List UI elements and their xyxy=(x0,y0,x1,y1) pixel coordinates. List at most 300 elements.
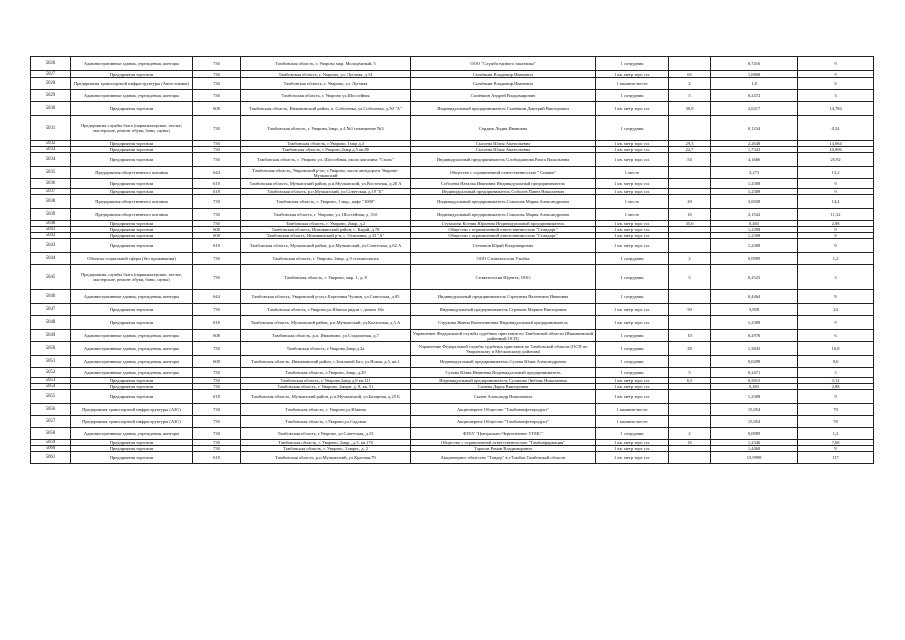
cell-unit: 1 место xyxy=(596,195,669,209)
cell-organization: Сычёвкин Владимир Иванович xyxy=(411,78,596,90)
cell-total: 78 xyxy=(798,416,874,428)
cell-address: Тамбовская область, г.Уварово,ул.Садовая xyxy=(241,416,411,428)
cell-unit: 1 кв. метр торг. пл. xyxy=(596,227,669,233)
cell-norm: 15,054 xyxy=(711,416,798,428)
cell-organization: Индивидуальный предприниматель Стрекнева Валентина Ивановна xyxy=(411,290,596,304)
cell-organization: Сычёвкин Владимир Иванович xyxy=(411,71,596,78)
cell-volume xyxy=(669,316,711,330)
cell-norm: 15,9998 xyxy=(711,452,798,464)
cell-row-number: 5044 xyxy=(31,253,71,265)
cell-organization: Сычев Александр Николаевич xyxy=(411,390,596,404)
cell-total: 14,4 xyxy=(798,195,874,209)
cell-volume: 16 xyxy=(669,440,711,446)
cell-organization: Акционерное Общество "Тамбовнефтепродукт" xyxy=(411,404,596,416)
cell-volume xyxy=(669,179,711,189)
cell-object-type: Предприятия торговли xyxy=(71,239,193,253)
cell-unit: 1 машино-место xyxy=(596,404,669,416)
cell-norm: 1,2308 xyxy=(711,390,798,404)
cell-volume xyxy=(669,416,711,428)
cell-row-number: 5055 xyxy=(31,390,71,404)
cell-address: Тамбовская область, г. Уварово,2мкр д.8 кв.111 xyxy=(241,378,411,384)
cell-object-type: Предприятия службы быта (парикмахерские, ателье, мастерские, ремонт обуви, бани, сауны) xyxy=(71,265,193,290)
cell-norm: 0,0989 xyxy=(711,428,798,440)
cell-object-type: Административные здания, учреждения, конторы xyxy=(71,57,193,71)
cell-code: 730 xyxy=(193,446,241,452)
table-row xyxy=(31,167,874,179)
cell-volume: 6,5 xyxy=(669,378,711,384)
cell-organization: Сычева Дарья Викторовна xyxy=(411,384,596,390)
cell-code: 730 xyxy=(193,304,241,316)
cell-code: 730 xyxy=(193,428,241,440)
cell-unit: 1 кв. метр торг. пл. xyxy=(596,233,669,239)
data-table xyxy=(30,56,874,464)
cell-norm: 0,465 xyxy=(711,221,798,227)
cell-total: 78 xyxy=(798,404,874,416)
cell-norm: 0,7416 xyxy=(711,57,798,71)
cell-organization: Соболева Наталья Ивановна Индивидуальный предприниматель xyxy=(411,179,596,189)
cell-organization: Индивидуальный предприниматель Слободкинова Раиса Васильевна xyxy=(411,153,596,167)
cell-total: 0,24 xyxy=(798,116,874,141)
cell-organization: Сердюк Лидия Ивановна xyxy=(411,116,596,141)
cell-object-type: Предприятия транспортной инфраструктуры (АЗС) xyxy=(71,404,193,416)
cell-code: 608 xyxy=(193,356,241,368)
cell-norm: 0,5015 xyxy=(711,378,798,384)
cell-total: 9 xyxy=(798,179,874,189)
cell-norm: 1,0868 xyxy=(711,71,798,78)
cell-organization: ООО Стоматология Улыбка xyxy=(411,253,596,265)
cell-code: 618 xyxy=(193,189,241,195)
cell-unit: 1 сотрудник xyxy=(596,116,669,141)
cell-address: Тамбовская область, г.Уварово,2мкр д.2а xyxy=(241,342,411,356)
cell-volume: 5 xyxy=(669,368,711,378)
cell-code: 644 xyxy=(193,167,241,179)
cell-code: 730 xyxy=(193,440,241,446)
cell-object-type: Предприятия торговли xyxy=(71,452,193,464)
cell-object-type: Предприятия торговли xyxy=(71,102,193,116)
cell-object-type: Предприятия торговли xyxy=(71,141,193,147)
cell-row-number: 5043 xyxy=(31,239,71,253)
cell-object-type: Административные здания, учреждения, конторы xyxy=(71,90,193,102)
cell-object-type: Административные здания, учреждения, конторы xyxy=(71,368,193,378)
cell-unit: 1 кв. метр торг. пл. xyxy=(596,378,669,384)
cell-total: 9 xyxy=(798,233,874,239)
cell-address: Тамбовская область, г. Уварово,1мкр. д.4 №1 помещение №3 xyxy=(241,116,411,141)
cell-norm: 1,2308 xyxy=(711,239,798,253)
cell-organization: Общество с ограниченной ответственностью "Тамбовфармация" xyxy=(411,440,596,446)
cell-organization: Тарасов Роман Владимирович xyxy=(411,446,596,452)
cell-code: 730 xyxy=(193,368,241,378)
cell-row-number: 5050 xyxy=(31,342,71,356)
cell-norm: 0,0298 xyxy=(711,356,798,368)
table-body xyxy=(31,57,874,464)
cell-norm: 4,1666 xyxy=(711,153,798,167)
cell-unit: 1 кв. метр торг. пл. xyxy=(596,141,669,147)
cell-object-type: Предприятия торговли xyxy=(71,233,193,239)
cell-address: Тамбовская область, Мучкапский район, р.п.Мучкапский, ул.Советская, д.62 А xyxy=(241,239,411,253)
cell-object-type: Предприятия общественного питания xyxy=(71,195,193,209)
cell-row-number: 5047 xyxy=(31,304,71,316)
cell-address: Тамбовская область, г.Уварово, 2мкр. д.29 xyxy=(241,368,411,378)
cell-row-number: 5060 xyxy=(31,446,71,452)
cell-organization: ООО "Служба единого заказчика" xyxy=(411,57,596,71)
cell-norm: 2,273 xyxy=(711,167,798,179)
cell-address: Тамбовская область, Инжавинский район, с. Карай, д.78 xyxy=(241,227,411,233)
cell-address: Тамбовская область, г. Уварово, ул. Шоссейная, д. 51б xyxy=(241,209,411,221)
cell-code: 608 xyxy=(193,330,241,342)
cell-organization: Сысоева Юлия Анатольевна xyxy=(411,147,596,153)
table-row xyxy=(31,78,874,90)
cell-total: 9 xyxy=(798,390,874,404)
cell-unit: 1 кв. метр торг. пл. xyxy=(596,452,669,464)
cell-row-number: 5059 xyxy=(31,440,71,446)
cell-code: 730 xyxy=(193,416,241,428)
cell-address: Тамбовская область, г. Уварово, 2мкрн. д. 8, кв. 51 xyxy=(241,384,411,390)
cell-norm: 0,1234 xyxy=(711,116,798,141)
cell-row-number: 5045 xyxy=(31,265,71,290)
cell-norm: 0,2471 xyxy=(711,368,798,378)
cell-object-type: Предприятия торговли xyxy=(71,179,193,189)
cell-norm: 3,858 xyxy=(711,304,798,316)
cell-row-number: 5052 xyxy=(31,368,71,378)
cell-row-number: 5034 xyxy=(31,153,71,167)
cell-volume: 2 xyxy=(669,428,711,440)
cell-organization: Сухова Юлия Ивановна Индивидуальный предприниматель xyxy=(411,368,596,378)
cell-address: Тамбовская область, г. Уварово, 3 мкрн., д. 2 xyxy=(241,446,411,452)
cell-volume: 10 xyxy=(669,330,711,342)
cell-norm: 0,2976 xyxy=(711,330,798,342)
table-row xyxy=(31,290,874,304)
cell-norm: 0,465 xyxy=(711,384,798,390)
cell-object-type: Административные здания, учреждения, конторы xyxy=(71,330,193,342)
cell-volume: 65 xyxy=(669,71,711,78)
cell-code: 730 xyxy=(193,71,241,78)
cell-total: 3 xyxy=(798,90,874,102)
cell-address: Тамбовская область, Мучкапский район, р.п.Мучкапский, ул.Базарная, д.25 Б xyxy=(241,390,411,404)
cell-object-type: Административные здания, учреждения, конторы xyxy=(71,428,193,440)
cell-organization: Индивидуальный предприниматель Сычёвкин Дмитрий Викторович xyxy=(411,102,596,116)
cell-norm: 1,2308 xyxy=(711,189,798,195)
cell-total: 11,52 xyxy=(798,209,874,221)
cell-object-type: Предприятия торговли xyxy=(71,153,193,167)
table-row xyxy=(31,342,874,356)
cell-unit: 1 кв. метр торг. пл. xyxy=(596,446,669,452)
cell-row-number: 5033 xyxy=(31,147,71,153)
cell-code: 730 xyxy=(193,90,241,102)
cell-address: Тамбовская область, Инжавинский район, с.Земляной Бал, ул.Новая, д.5, кв.1 xyxy=(241,356,411,368)
cell-code: 730 xyxy=(193,57,241,71)
cell-row-number: 5027 xyxy=(31,71,71,78)
cell-object-type: Предприятия торговли xyxy=(71,378,193,384)
cell-norm: 0,4464 xyxy=(711,290,798,304)
cell-total: 7,68 xyxy=(798,440,874,446)
cell-total: 6 xyxy=(798,330,874,342)
cell-organization: Индивидуальный предприниматель Суханова Любовь Николаевна xyxy=(411,378,596,384)
table-row xyxy=(31,330,874,342)
cell-norm: 2,2648 xyxy=(711,141,798,147)
cell-row-number: 5039 xyxy=(31,209,71,221)
cell-total: 3 xyxy=(798,265,874,290)
cell-unit: 1 кв. метр торг. пл. xyxy=(596,102,669,116)
cell-volume: 2 xyxy=(669,78,711,90)
cell-code: 618 xyxy=(193,390,241,404)
cell-total: 9 xyxy=(798,290,874,304)
cell-norm: 2,0217 xyxy=(711,102,798,116)
cell-row-number: 5051 xyxy=(31,356,71,368)
cell-norm: 1,7343 xyxy=(711,147,798,153)
cell-object-type: Предприятия торговли xyxy=(71,446,193,452)
cell-volume xyxy=(669,404,711,416)
cell-object-type: Административные здания, учреждения, конторы xyxy=(71,290,193,304)
cell-norm: 3,6928 xyxy=(711,195,798,209)
cell-object-type: Предприятия торговли xyxy=(71,221,193,227)
cell-object-type: Объекты социальной сферы (без проживания) xyxy=(71,253,193,265)
cell-volume xyxy=(669,390,711,404)
table-row xyxy=(31,404,874,416)
cell-organization: Акционерное общество "Тандер" в г.Тамбов Тамбовской области xyxy=(411,452,596,464)
table-row xyxy=(31,416,874,428)
cell-unit: 1 кв. метр торг. пл. xyxy=(596,189,669,195)
cell-address: Тамбовская область, г. Уварово, 2мкр., д.5, кв.176 xyxy=(241,440,411,446)
cell-code: 730 xyxy=(193,209,241,221)
cell-norm: 1,2308 xyxy=(711,233,798,239)
cell-volume: 16 xyxy=(669,209,711,221)
cell-row-number: 5057 xyxy=(31,416,71,428)
cell-address: Тамбовская область, г. Уварово,ул.Южная xyxy=(241,404,411,416)
cell-row-number: 5029 xyxy=(31,90,71,102)
cell-row-number: 5032 xyxy=(31,141,71,147)
cell-organization: Управление Федеральной службы судебных приставов по Тамбовской области (Инжавинский районный ОСП) xyxy=(411,330,596,342)
cell-address: Тамбовская область, г. Уварово, 1 мкр., кафе "1000" xyxy=(241,195,411,209)
cell-total: 14,784 xyxy=(798,102,874,116)
cell-address: Тамбовская область, г.Уварово, 1мкр д.4 xyxy=(241,141,411,147)
cell-norm: 1,2346 xyxy=(711,440,798,446)
cell-total: 2,88 xyxy=(798,384,874,390)
cell-unit: 1 сотрудник xyxy=(596,428,669,440)
cell-row-number: 5053 xyxy=(31,378,71,384)
table-row xyxy=(31,195,874,209)
cell-norm: 0,2472 xyxy=(711,90,798,102)
cell-total: 2,88 xyxy=(798,221,874,227)
cell-address: Тамбовская область, Мучкапский район, р.п.Мучкапский, ул.Восточная, д.20 А xyxy=(241,179,411,189)
cell-unit: 1 кв. метр торг. пл. xyxy=(596,147,669,153)
cell-row-number: 5028 xyxy=(31,78,71,90)
cell-norm: 1,4468 xyxy=(711,446,798,452)
cell-total: 9 xyxy=(798,446,874,452)
cell-object-type: Предприятия торговли xyxy=(71,390,193,404)
cell-object-type: Предприятия службы быта (парикмахерские, ателье, мастерские, ремонт обуви, бани, сауны) xyxy=(71,116,193,141)
cell-code: 730 xyxy=(193,195,241,209)
cell-code: 730 xyxy=(193,265,241,290)
cell-object-type: Предприятия торговли xyxy=(71,384,193,390)
cell-row-number: 5031 xyxy=(31,116,71,141)
table-row xyxy=(31,304,874,316)
cell-volume xyxy=(669,452,711,464)
table-row xyxy=(31,153,874,167)
cell-object-type: Предприятия транспортной инфраструктуры (АЗС) xyxy=(71,416,193,428)
cell-code: 608 xyxy=(193,233,241,239)
cell-volume: 50 xyxy=(669,304,711,316)
cell-total: 0,6 xyxy=(798,356,874,368)
cell-object-type: Предприятия общественного питания xyxy=(71,167,193,179)
cell-object-type: Предприятия торговли xyxy=(71,71,193,78)
cell-address: Тамбовская область, Инжавинский район, п. Соболевка, ул.Соболевка, д.50 "А" xyxy=(241,102,411,116)
table-row xyxy=(31,452,874,464)
cell-row-number: 5035 xyxy=(31,167,71,179)
cell-object-type: Предприятия общественного питания xyxy=(71,209,193,221)
cell-address: Тамбовская область, г. Уварово, 2мкр. д.9 стоматология xyxy=(241,253,411,265)
cell-code: 730 xyxy=(193,384,241,390)
table-row xyxy=(31,116,874,141)
cell-row-number: 5041 xyxy=(31,227,71,233)
cell-code: 730 xyxy=(193,147,241,153)
cell-object-type: Предприятия транспортной инфраструктуры (Автостоянки) xyxy=(71,78,193,90)
table-row xyxy=(31,209,874,221)
cell-address: Тамбовская область, Уваровский р-он,с.Березовка Чучков, ул.Советская, д.85 xyxy=(241,290,411,304)
cell-total: 24 xyxy=(798,304,874,316)
cell-organization: Индивидуальный предприниматель Соколова Мария Александровна xyxy=(411,209,596,221)
cell-norm: 2,1542 xyxy=(711,209,798,221)
cell-volume xyxy=(669,290,711,304)
cell-unit: 1 кв. метр торг. пл. xyxy=(596,390,669,404)
cell-unit: 1 кв. метр торг. пл. xyxy=(596,71,669,78)
cell-norm: 1,2308 xyxy=(711,227,798,233)
cell-unit: 1 сотрудник xyxy=(596,330,669,342)
cell-code: 730 xyxy=(193,253,241,265)
cell-organization: Общество с ограниченной ответственностью "Стандарт" xyxy=(411,227,596,233)
cell-code: 618 xyxy=(193,239,241,253)
cell-unit: 1 сотрудник xyxy=(596,356,669,368)
cell-address: Тамбовская область, г. Уварово мкр. Молодёжный, 5 xyxy=(241,57,411,71)
cell-total: 10,896 xyxy=(798,147,874,153)
cell-unit: 1 кв. метр торг. пл. xyxy=(596,440,669,446)
cell-address: Тамбовская область, г. Уварово, ул. Луговая, д.14 xyxy=(241,71,411,78)
table-row xyxy=(31,253,874,265)
cell-volume: 22,7 xyxy=(669,147,711,153)
cell-total: 9 xyxy=(798,78,874,90)
cell-address: Тамбовская область, г. Уварово, 2мкр. д.2 xyxy=(241,221,411,227)
cell-code: 730 xyxy=(193,221,241,227)
cell-address: Тамбовская область, Инжавинский р-н, с. Осиновка, д.33 "А" xyxy=(241,233,411,239)
data-table-sheet xyxy=(30,56,873,464)
cell-norm: 0,0989 xyxy=(711,253,798,265)
cell-total: 13,2 xyxy=(798,167,874,179)
cell-object-type: Предприятия торговли xyxy=(71,189,193,195)
cell-address: Тамбовская область, г. Уварово ул.Шоссейная xyxy=(241,90,411,102)
cell-volume xyxy=(669,57,711,71)
cell-volume: 35,6 xyxy=(669,221,711,227)
cell-unit: 1 кв. метр торг. пл. xyxy=(596,221,669,227)
cell-code: 644 xyxy=(193,290,241,304)
table-row xyxy=(31,265,874,290)
cell-total: 9 xyxy=(798,189,874,195)
cell-unit: 1 кв. метр торг. пл. xyxy=(596,316,669,330)
cell-object-type: Предприятия торговли xyxy=(71,316,193,330)
cell-organization: Общество с ограниченной ответственностью " Сияние" xyxy=(411,167,596,179)
cell-unit: 1 сотрудник xyxy=(596,90,669,102)
cell-total: 3 xyxy=(798,368,874,378)
cell-unit: 1 сотрудник xyxy=(596,342,669,356)
cell-organization: Сысоева Юлия Анатольевна xyxy=(411,141,596,147)
cell-organization: Стоматология Юдента, ООО xyxy=(411,265,596,290)
table-row xyxy=(31,368,874,378)
cell-address: Тамбовская область, р.п.Мучкапский, ул.Красная,79 xyxy=(241,452,411,464)
table-row xyxy=(31,316,874,330)
table-row xyxy=(31,71,874,78)
cell-total: 9 xyxy=(798,227,874,233)
cell-unit: 1 сотрудник xyxy=(596,57,669,71)
cell-organization: Сычёвкин Андрей Владимирович xyxy=(411,90,596,102)
cell-volume xyxy=(669,167,711,179)
cell-volume: 5 xyxy=(669,265,711,290)
cell-row-number: 5040 xyxy=(31,221,71,227)
cell-unit: 1 сотрудник xyxy=(596,265,669,290)
cell-row-number: 5030 xyxy=(31,102,71,116)
table-row xyxy=(31,356,874,368)
cell-unit: 1 кв. метр торг. пл. xyxy=(596,304,669,316)
cell-address: Тамбовская область, г.Уварово,ул.Южная рядом с домом 18а xyxy=(241,304,411,316)
cell-code: 618 xyxy=(193,179,241,189)
cell-organization: ФГБУ "Центрально-Черноземное УГМС" xyxy=(411,428,596,440)
cell-unit: 1 кв. метр торг. пл. xyxy=(596,384,669,390)
cell-organization: Индивидуальный предприниматель Стрекова Марина Викторовна xyxy=(411,304,596,316)
cell-address: Тамбовская область, г.Уварово, ул.Советская, д.15 xyxy=(241,428,411,440)
cell-code: 618 xyxy=(193,452,241,464)
cell-volume: 20 xyxy=(669,195,711,209)
cell-organization: Индивидуальный предприниматель Соколова Мария Александровна xyxy=(411,195,596,209)
cell-unit: 1 машино-место xyxy=(596,416,669,428)
cell-norm: 0,2523 xyxy=(711,265,798,290)
table-row xyxy=(31,90,874,102)
table-row xyxy=(31,57,874,71)
cell-volume: 28 xyxy=(669,342,711,356)
cell-volume xyxy=(669,116,711,141)
cell-unit: 1 кв. метр торг. пл. xyxy=(596,153,669,167)
cell-norm: 1,3843 xyxy=(711,342,798,356)
cell-row-number: 5049 xyxy=(31,330,71,342)
cell-object-type: Административные здания, учреждения, конторы xyxy=(71,342,193,356)
cell-unit: 1 кв. метр торг. пл. xyxy=(596,239,669,253)
cell-code: 730 xyxy=(193,78,241,90)
cell-object-type: Предприятия торговли xyxy=(71,147,193,153)
cell-row-number: 5048 xyxy=(31,316,71,330)
cell-total: 16,8 xyxy=(798,342,874,356)
cell-norm: 1,2308 xyxy=(711,179,798,189)
cell-code: 730 xyxy=(193,378,241,384)
cell-row-number: 5056 xyxy=(31,404,71,416)
cell-unit: 1 сотрудник xyxy=(596,368,669,378)
cell-code: 608 xyxy=(193,102,241,116)
cell-address: Тамбовская область, г.Уварово,2мкр.д.5 кв.80 xyxy=(241,147,411,153)
cell-organization: Управление Федеральной службы судебных приставов по Тамбовской области (ОСП по Уваровскому и Мучкапскому районам) xyxy=(411,342,596,356)
cell-address: Тамбовская область, р.п.Мучкапский, ул.Советская, д.19 "Б" xyxy=(241,189,411,195)
cell-address: Тамбовская область, Уваровский р-он, г.Уварово, около автодороги Уварово-Мучкапский xyxy=(241,167,411,179)
cell-unit: 1 кв. метр торг. пл. xyxy=(596,179,669,189)
cell-total: 117 xyxy=(798,452,874,464)
cell-unit: 1 место xyxy=(596,209,669,221)
cell-address: Тамбовская область, Мучкапский район, р.п.Мучкапский, ул.Колхозная, д.3 А xyxy=(241,316,411,330)
cell-code: 730 xyxy=(193,404,241,416)
table-row xyxy=(31,239,874,253)
cell-total: 25,92 xyxy=(798,153,874,167)
cell-organization: Стукалова Ксения Юрьевна Индивидуальный предприниматель xyxy=(411,221,596,227)
cell-unit: 1 сотрудник xyxy=(596,290,669,304)
cell-volume: 2 xyxy=(669,253,711,265)
cell-address: Тамбовская область, г. Уварово ул. Шоссейная, около магазина "Стиль" xyxy=(241,153,411,167)
cell-unit: 1 сотрудник xyxy=(596,253,669,265)
cell-total: 9 xyxy=(798,71,874,78)
cell-volume: 30,8 xyxy=(669,102,711,116)
cell-row-number: 5058 xyxy=(31,428,71,440)
